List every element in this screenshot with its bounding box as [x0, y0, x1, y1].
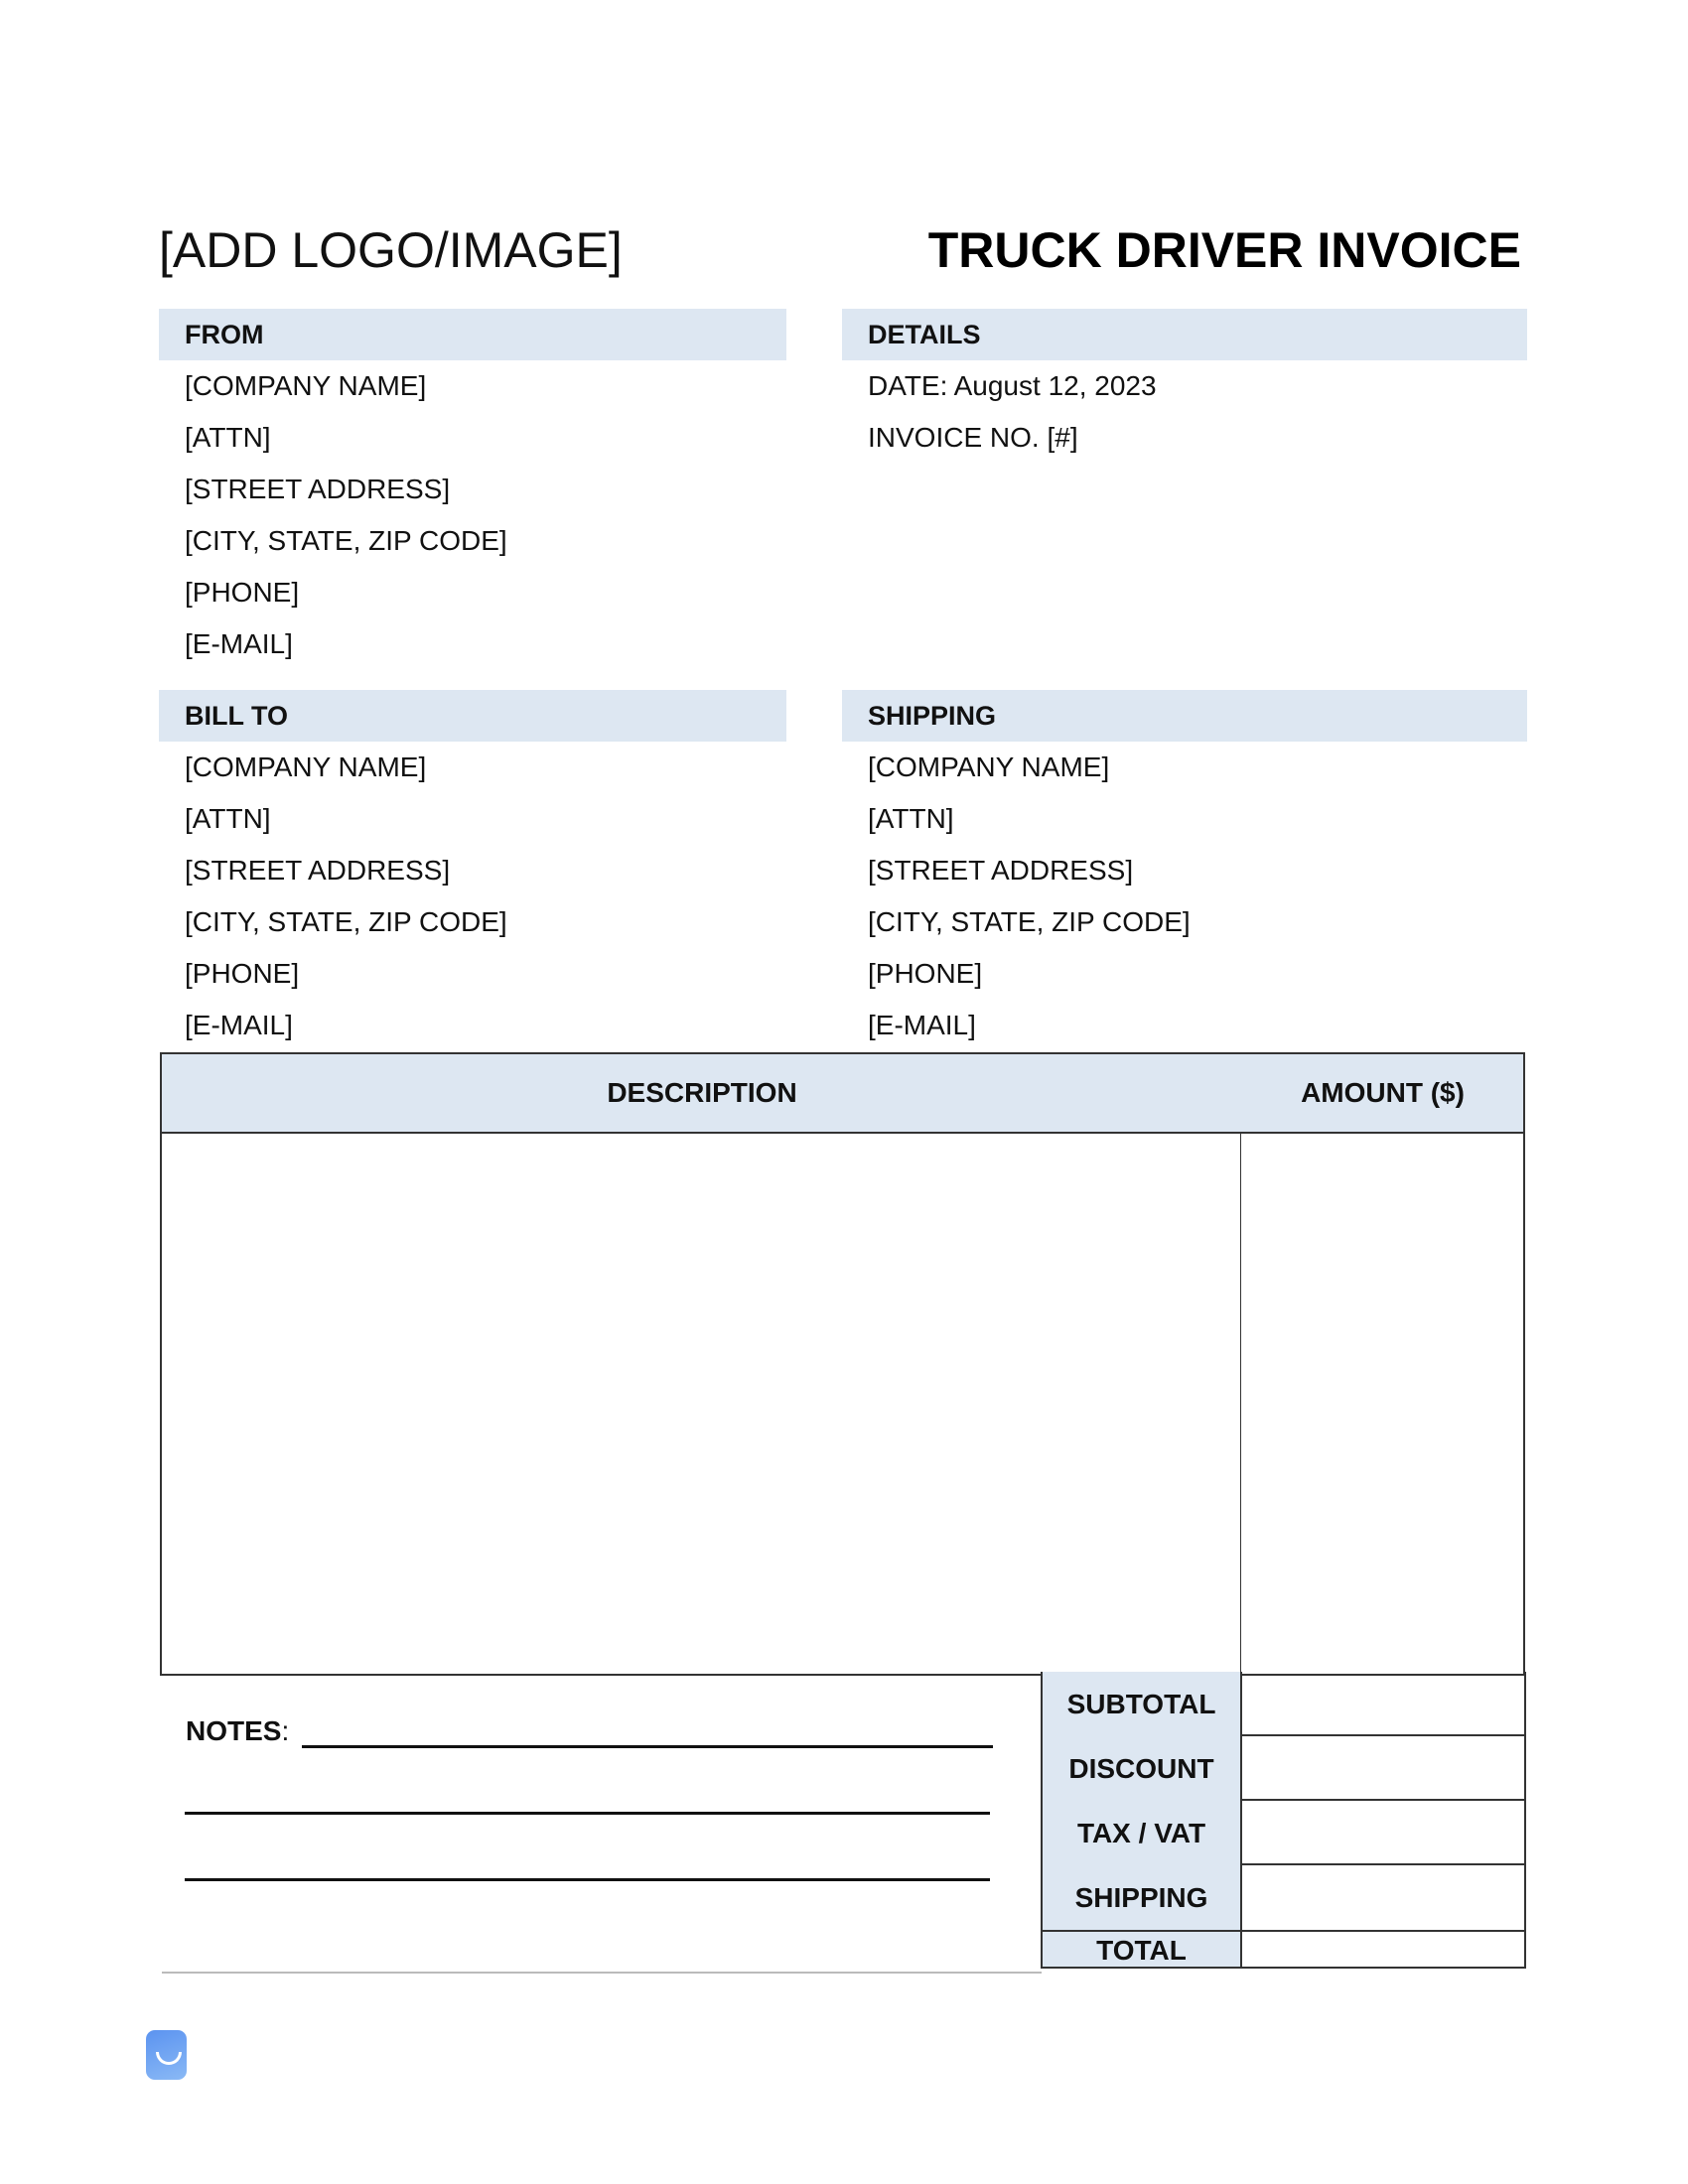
subtotal-value[interactable] [1240, 1672, 1526, 1736]
document-title: TRUCK DRIVER INVOICE [927, 222, 1521, 278]
details-block [868, 360, 1157, 464]
bill-to-phone[interactable]: [PHONE] [185, 958, 300, 989]
total-label: TOTAL [1041, 1930, 1240, 1969]
tax-value[interactable] [1240, 1801, 1526, 1865]
discount-label: DISCOUNT [1041, 1736, 1240, 1801]
items-table-body[interactable] [162, 1134, 1523, 1674]
bill-to-block [185, 742, 507, 1051]
shipping-total-value[interactable] [1240, 1865, 1526, 1930]
invoice-number[interactable]: INVOICE NO. [#] [868, 422, 1078, 453]
from-company[interactable]: [COMPANY NAME] [185, 370, 427, 401]
from-phone[interactable]: [PHONE] [185, 577, 300, 608]
shipping-city[interactable]: [CITY, STATE, ZIP CODE] [868, 906, 1191, 937]
shipping-header [842, 690, 1527, 742]
bill-to-header [159, 690, 786, 742]
from-email[interactable]: [E-MAIL] [185, 628, 293, 659]
discount-value[interactable] [1240, 1736, 1526, 1801]
column-description: DESCRIPTION [607, 1077, 797, 1108]
smile-glyph [156, 2052, 182, 2065]
items-table-header [162, 1054, 1523, 1134]
shipping-block [868, 742, 1191, 1051]
discount-row [1041, 1736, 1526, 1801]
column-amount: AMOUNT ($) [1301, 1077, 1465, 1108]
totals-block [1041, 1672, 1526, 1969]
tax-label: TAX / VAT [1041, 1801, 1240, 1865]
notes-line-3[interactable] [185, 1878, 990, 1881]
from-city[interactable]: [CITY, STATE, ZIP CODE] [185, 525, 507, 556]
bill-to-heading: BILL TO [185, 701, 289, 731]
shipping-attn[interactable]: [ATTN] [868, 803, 954, 834]
shipping-company[interactable]: [COMPANY NAME] [868, 751, 1110, 782]
subtotal-label: SUBTOTAL [1041, 1672, 1240, 1736]
items-table [160, 1052, 1525, 1676]
shipping-total-row [1041, 1865, 1526, 1930]
shipping-phone[interactable]: [PHONE] [868, 958, 983, 989]
bill-to-city[interactable]: [CITY, STATE, ZIP CODE] [185, 906, 507, 937]
bill-to-street[interactable]: [STREET ADDRESS] [185, 855, 451, 886]
from-header [159, 309, 786, 360]
tax-row [1041, 1801, 1526, 1865]
from-heading: FROM [185, 320, 264, 349]
bill-to-company[interactable]: [COMPANY NAME] [185, 751, 427, 782]
invoice-date[interactable]: DATE: August 12, 2023 [868, 370, 1157, 401]
total-value[interactable] [1240, 1930, 1526, 1969]
shipping-heading: SHIPPING [868, 701, 997, 731]
details-header [842, 309, 1527, 360]
notes-label [186, 1711, 289, 1751]
notes-label-text: NOTES [186, 1715, 282, 1746]
from-street[interactable]: [STREET ADDRESS] [185, 474, 451, 504]
shipping-street[interactable]: [STREET ADDRESS] [868, 855, 1134, 886]
bill-to-email[interactable]: [E-MAIL] [185, 1010, 293, 1040]
total-row [1041, 1930, 1526, 1969]
shipping-total-label: SHIPPING [1041, 1865, 1240, 1930]
details-heading: DETAILS [868, 320, 981, 349]
subtotal-row [1041, 1672, 1526, 1736]
logo-placeholder[interactable]: [ADD LOGO/IMAGE] [159, 222, 623, 278]
notes-line-1[interactable] [302, 1745, 993, 1748]
from-attn[interactable]: [ATTN] [185, 422, 271, 453]
from-block [185, 360, 507, 670]
footer-divider [162, 1972, 1042, 1974]
column-divider [1240, 1134, 1241, 1674]
app-smile-icon [146, 2030, 187, 2080]
notes-line-2[interactable] [185, 1812, 990, 1815]
notes-colon: : [281, 1715, 290, 1746]
shipping-email[interactable]: [E-MAIL] [868, 1010, 976, 1040]
bill-to-attn[interactable]: [ATTN] [185, 803, 271, 834]
